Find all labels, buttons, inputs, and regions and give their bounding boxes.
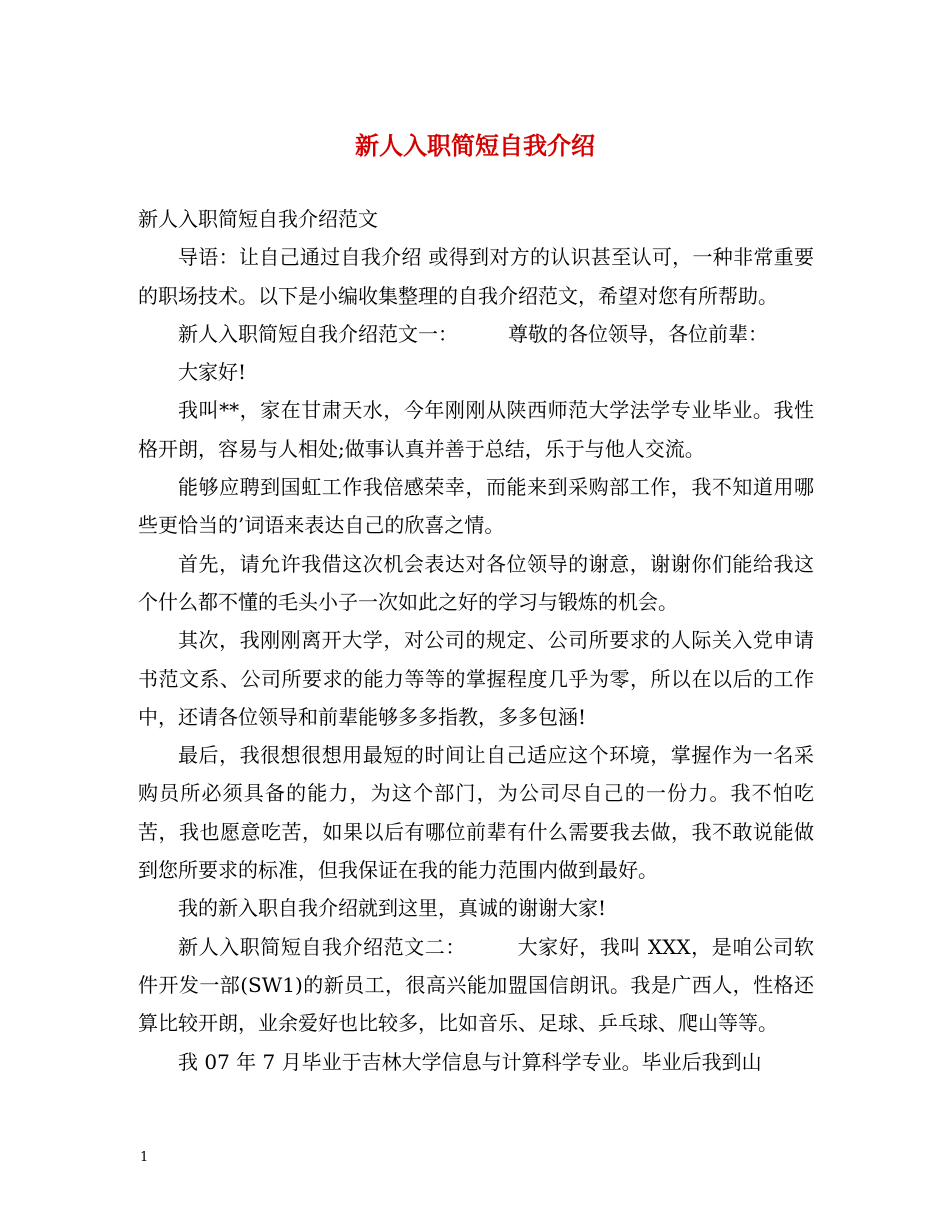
- last-paragraph: 最后，我很想很想用最短的时间让自己适应这个环境，掌握作为一名采购员所必须具备的能力，为这个部门，为公司尽自己的一份力。我不怕吃苦，我也愿意吃苦，如果以后有哪位前辈有什么需要我去做，我不敢说能做到您所要求的标准，但我保证在我的能力范围内做到最好。: [138, 743, 814, 883]
- document-body: [138, 200, 814, 1081]
- self-intro-paragraph: 我叫**，家在甘肃天水，今年刚刚从陕西师范大学法学专业毕业。我性格开朗，容易与人相处;做事认真并善于总结，乐于与他人交流。: [138, 398, 814, 461]
- intro-paragraph: 导语：让自己通过自我介绍 或得到对方的认识甚至认可，一种非常重要的职场技术。以下是小编收集整理的自我介绍范文，希望对您有所帮助。: [138, 245, 814, 308]
- page-number: 1: [140, 1150, 149, 1165]
- honor-paragraph: 能够应聘到国虹工作我倍感荣幸，而能来到采购部工作，我不知道用哪些更恰当的’词语来表达自己的欣喜之情。: [138, 475, 814, 538]
- first-paragraph: 首先，请允许我借这次机会表达对各位领导的谢意，谢谢你们能给我这个什么都不懂的毛头小子一次如此之好的学习与锻炼的机会。: [138, 551, 814, 614]
- subtitle-paragraph: 新人入职简短自我介绍范文: [138, 207, 378, 231]
- sample-two-paragraph: 新人入职简短自我介绍范文二： 大家好，我叫 XXX，是咱公司软件开发一部(SW1)的新员工，很高兴能加盟国信朗讯。我是广西人，性格还算比较开朗，业余爱好也比较多，比如音乐、足球、乒乓球、爬山等等。: [138, 934, 814, 1036]
- second-paragraph: 其次，我刚刚离开大学，对公司的规定、公司所要求的人际关入党申请书范文系、公司所要求的能力等等的掌握程度几乎为零，所以在以后的工作中，还请各位领导和前辈能够多多指教，多多包涵!: [138, 628, 814, 729]
- greeting-paragraph: 大家好!: [178, 360, 247, 385]
- graduation-paragraph: 我 07 年 7 月毕业于吉林大学信息与计算科学专业。毕业后我到山: [178, 1049, 762, 1074]
- closing-paragraph: 我的新入职自我介绍就到这里，真诚的谢谢大家!: [178, 896, 607, 921]
- sample-one-heading: 新人入职简短自我介绍范文一： 尊敬的各位领导，各位前辈：: [178, 321, 768, 346]
- document-title: 新人入职简短自我介绍: [355, 131, 595, 160]
